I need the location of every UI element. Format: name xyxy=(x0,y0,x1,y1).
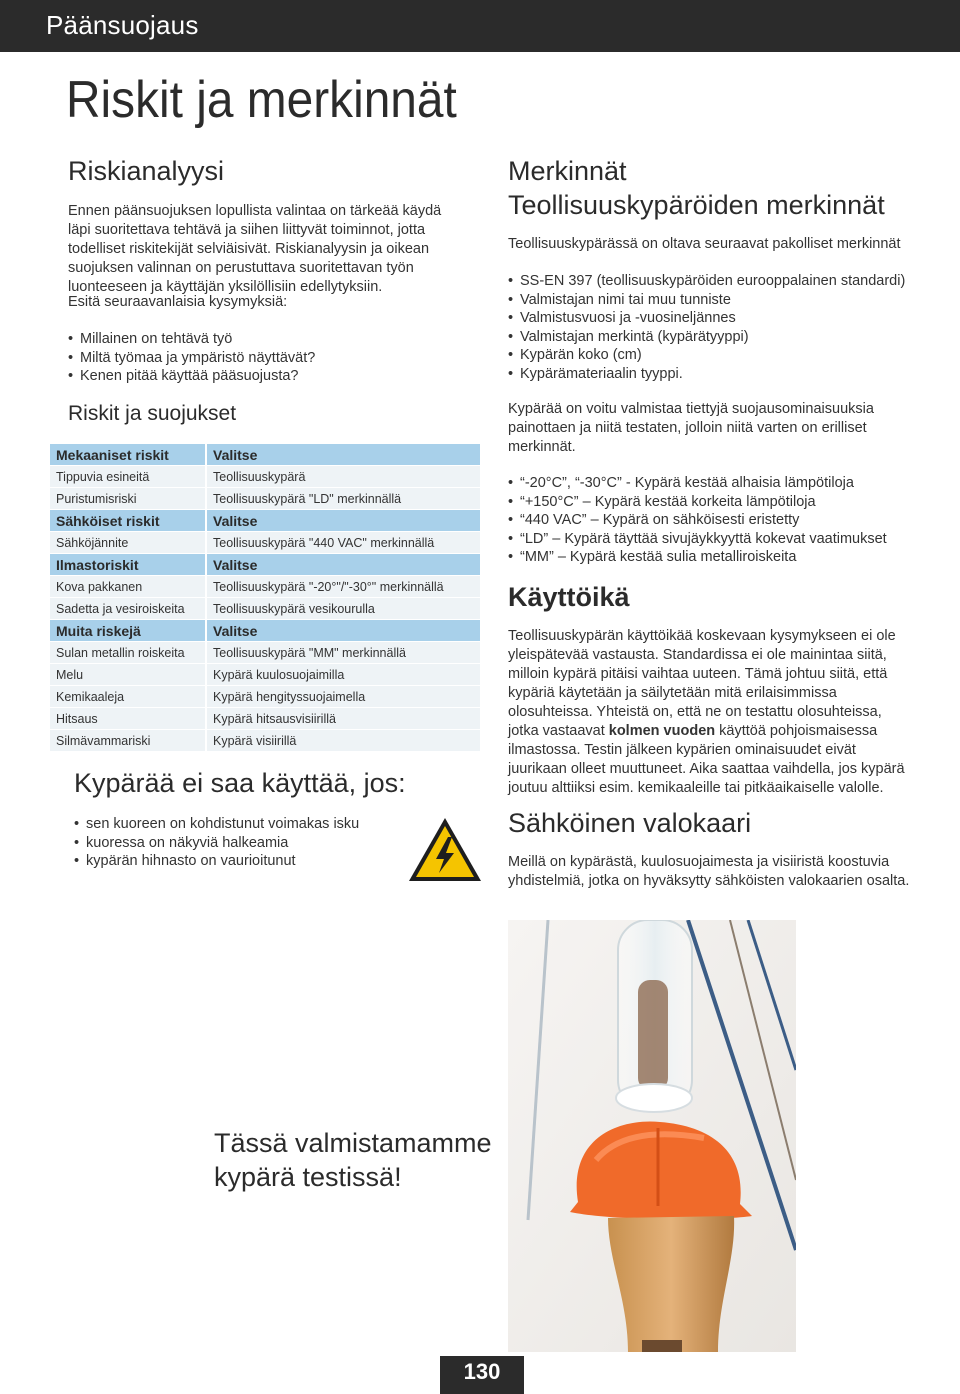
table-row xyxy=(50,488,480,510)
table-row xyxy=(50,532,480,554)
valokaari-paragraph: Meillä on kypärästä, kuulosuojaimesta ja visiiristä koostuvia yhdistelmiä, jotka on hyväksytty sähköisten valokaarien osalta. xyxy=(508,854,910,889)
risk-cell: Kova pakkanen xyxy=(50,576,206,598)
question-item: • Millainen on tehtävä työ xyxy=(68,330,458,349)
choice-cell: Teollisuuskypärä "-20°"/"-30°" merkinnällä xyxy=(206,576,480,598)
questions-list xyxy=(68,330,458,386)
choice-cell: Valitse xyxy=(206,620,480,642)
riskit-heading: Riskit ja suojukset xyxy=(68,402,237,425)
kayttoika-emphasis: kolmen vuoden xyxy=(608,723,716,739)
choice-cell: Teollisuuskypärä "MM" merkinnällä xyxy=(206,642,480,664)
choice-cell: Kypärä hitsausvisiirillä xyxy=(206,708,480,730)
kypara-condition-item: • sen kuoreen on kohdistunut voimakas isku xyxy=(74,815,394,834)
question-item: • Kenen pitää käyttää pääsuojusta? xyxy=(68,367,458,386)
choice-cell: Valitse xyxy=(206,510,480,532)
section-header-bar xyxy=(0,0,960,52)
risk-cell: Ilmastoriskit xyxy=(50,554,206,576)
table-header-row xyxy=(50,554,480,576)
mandatory-mark-item: • SS-EN 397 (teollisuuskypäröiden eurooppalainen standardi) xyxy=(508,272,928,291)
optional-mark-item: • “440 VAC” – Kypärä on sähköisesti eristetty xyxy=(508,511,928,530)
choice-cell: Valitse xyxy=(206,554,480,576)
choice-cell: Kypärä kuulosuojaimilla xyxy=(206,664,480,686)
table-row xyxy=(50,708,480,730)
risk-cell: Sähköjännite xyxy=(50,532,206,554)
merkinnat-heading: Merkinnät xyxy=(508,156,627,186)
question-item: • Miltä työmaa ja ympäristö näyttävät? xyxy=(68,349,458,368)
risk-cell: Muita riskejä xyxy=(50,620,206,642)
section-label: Päänsuojaus xyxy=(46,10,199,40)
mandatory-mark-item: • Valmistajan nimi tai muu tunniste xyxy=(508,291,928,310)
risk-cell: Mekaaniset riskit xyxy=(50,444,206,466)
kayttoika-paragraph xyxy=(508,627,914,798)
table-row xyxy=(50,598,480,620)
optional-marks-list xyxy=(508,474,928,567)
table-row xyxy=(50,686,480,708)
risk-cell: Puristumisriski xyxy=(50,488,206,510)
mandatory-mark-item: • Kypärän koko (cm) xyxy=(508,346,928,365)
risk-table xyxy=(50,444,480,752)
kypara-condition-item: • kypärän hihnasto on vaurioitunut xyxy=(74,852,394,871)
risk-cell: Sadetta ja vesiroiskeita xyxy=(50,598,206,620)
table-row xyxy=(50,642,480,664)
kypara-list xyxy=(74,815,394,871)
valokaari-heading: Sähköinen valokaari xyxy=(508,808,752,838)
choice-cell: Kypärä visiirillä xyxy=(206,730,480,752)
page-number: 130 xyxy=(440,1356,524,1394)
helmet-test-illustration xyxy=(508,920,796,1352)
table-row xyxy=(50,466,480,488)
risk-cell: Sulan metallin roiskeita xyxy=(50,642,206,664)
kayttoika-text-1: Teollisuuskypärän käyttöikää koskevaan kysymykseen ei ole yleispätevää vastausta. Standardissa ei ole mainintaa siitä, milloin kypärä pitäisi vaihtaa uuteen. Tämä johtuu siitä, että kypäriä käytetään ja säilytetään mitä erilaisimmissa olosuhteissa. Yhteistä on, että ne on testattu olosuhteissa, jotka vastaavat xyxy=(508,628,896,739)
mandatory-marks-list xyxy=(508,272,928,384)
choice-cell: Teollisuuskypärä "LD" merkinnällä xyxy=(206,488,480,510)
risk-cell: Tippuvia esineitä xyxy=(50,466,206,488)
mandatory-mark-item: • Kypärämateriaalin tyyppi. xyxy=(508,365,928,384)
merkinnat-intro: Teollisuuskypärässä on oltava seuraavat pakolliset merkinnät xyxy=(508,236,901,252)
kypara-heading: Kypärää ei saa käyttää, jos: xyxy=(74,768,406,798)
table-row xyxy=(50,730,480,752)
electric-hazard-warning-icon xyxy=(406,815,484,885)
optional-marks-intro: Kypärää on voitu valmistaa tiettyjä suojausominaisuuksia painottaen ja niitä testaten, jolloin niitä varten on erilliset merkinnät. xyxy=(508,401,874,455)
optional-mark-item: • “MM” – Kypärä kestää sulia metalliroiskeita xyxy=(508,548,928,567)
risk-cell: Kemikaaleja xyxy=(50,686,206,708)
table-header-row xyxy=(50,620,480,642)
optional-mark-item: • “+150°C” – Kypärä kestää korkeita lämpötiloja xyxy=(508,493,928,512)
merkinnat-subheading: Teollisuuskypäröiden merkinnät xyxy=(508,190,885,220)
choice-cell: Kypärä hengityssuojaimella xyxy=(206,686,480,708)
questions-intro: Esitä seuraavanlaisia kysymyksiä: xyxy=(68,294,288,310)
table-row xyxy=(50,664,480,686)
choice-cell: Teollisuuskypärä xyxy=(206,466,480,488)
choice-cell: Teollisuuskypärä "440 VAC" merkinnällä xyxy=(206,532,480,554)
optional-mark-item: • “LD” – Kypärä täyttää sivujäykkyyttä kokevat vaatimukset xyxy=(508,530,928,549)
choice-cell: Teollisuuskypärä vesikourulla xyxy=(206,598,480,620)
choice-cell: Valitse xyxy=(206,444,480,466)
page-title: Riskit ja merkinnät xyxy=(66,71,457,129)
helmet-test-photo xyxy=(508,920,796,1352)
mandatory-mark-item: • Valmistajan merkintä (kypärätyyppi) xyxy=(508,328,928,347)
photo-caption: Tässä valmistamamme kypärä testissä! xyxy=(214,1128,492,1192)
table-row xyxy=(50,576,480,598)
kayttoika-heading: Käyttöikä xyxy=(508,582,630,612)
risk-cell: Silmävammariski xyxy=(50,730,206,752)
table-header-row xyxy=(50,444,480,466)
risk-cell: Hitsaus xyxy=(50,708,206,730)
riskianalyysi-heading: Riskianalyysi xyxy=(68,156,225,186)
table-header-row xyxy=(50,510,480,532)
risk-cell: Sähköiset riskit xyxy=(50,510,206,532)
risk-cell: Melu xyxy=(50,664,206,686)
optional-mark-item: • “-20°C”, “-30°C” - Kypärä kestää alhaisia lämpötiloja xyxy=(508,474,928,493)
riskianalyysi-paragraph: Ennen päänsuojuksen lopullista valintaa on tärkeää käydä läpi suoritettava tehtävä ja siihen liittyvät toiminnot, jotta todelliset riskitekijät selviäisivät. Riskianalyysin ja oikean suojuksen valinnan on perustuttava suoritettavan työn luonteeseen ja käyttäjän yksilöllisiin edellytyksiin. xyxy=(68,203,442,295)
mandatory-mark-item: • Valmistusvuosi ja -vuosineljännes xyxy=(508,309,928,328)
kayttoika-text-2: käyttöä pohjoismaisessa ilmastossa. Testin jälkeen kypärien ominaisuudet eivät juurikaan olleet muuttuneet. Aika saattaa vaihdella, jos kypärä joutuu alttiiksi esim. kemikaaleille tai pitkäaikaiselle valolle. xyxy=(508,723,905,796)
kypara-condition-item: • kuoressa on näkyviä halkeamia xyxy=(74,834,394,853)
